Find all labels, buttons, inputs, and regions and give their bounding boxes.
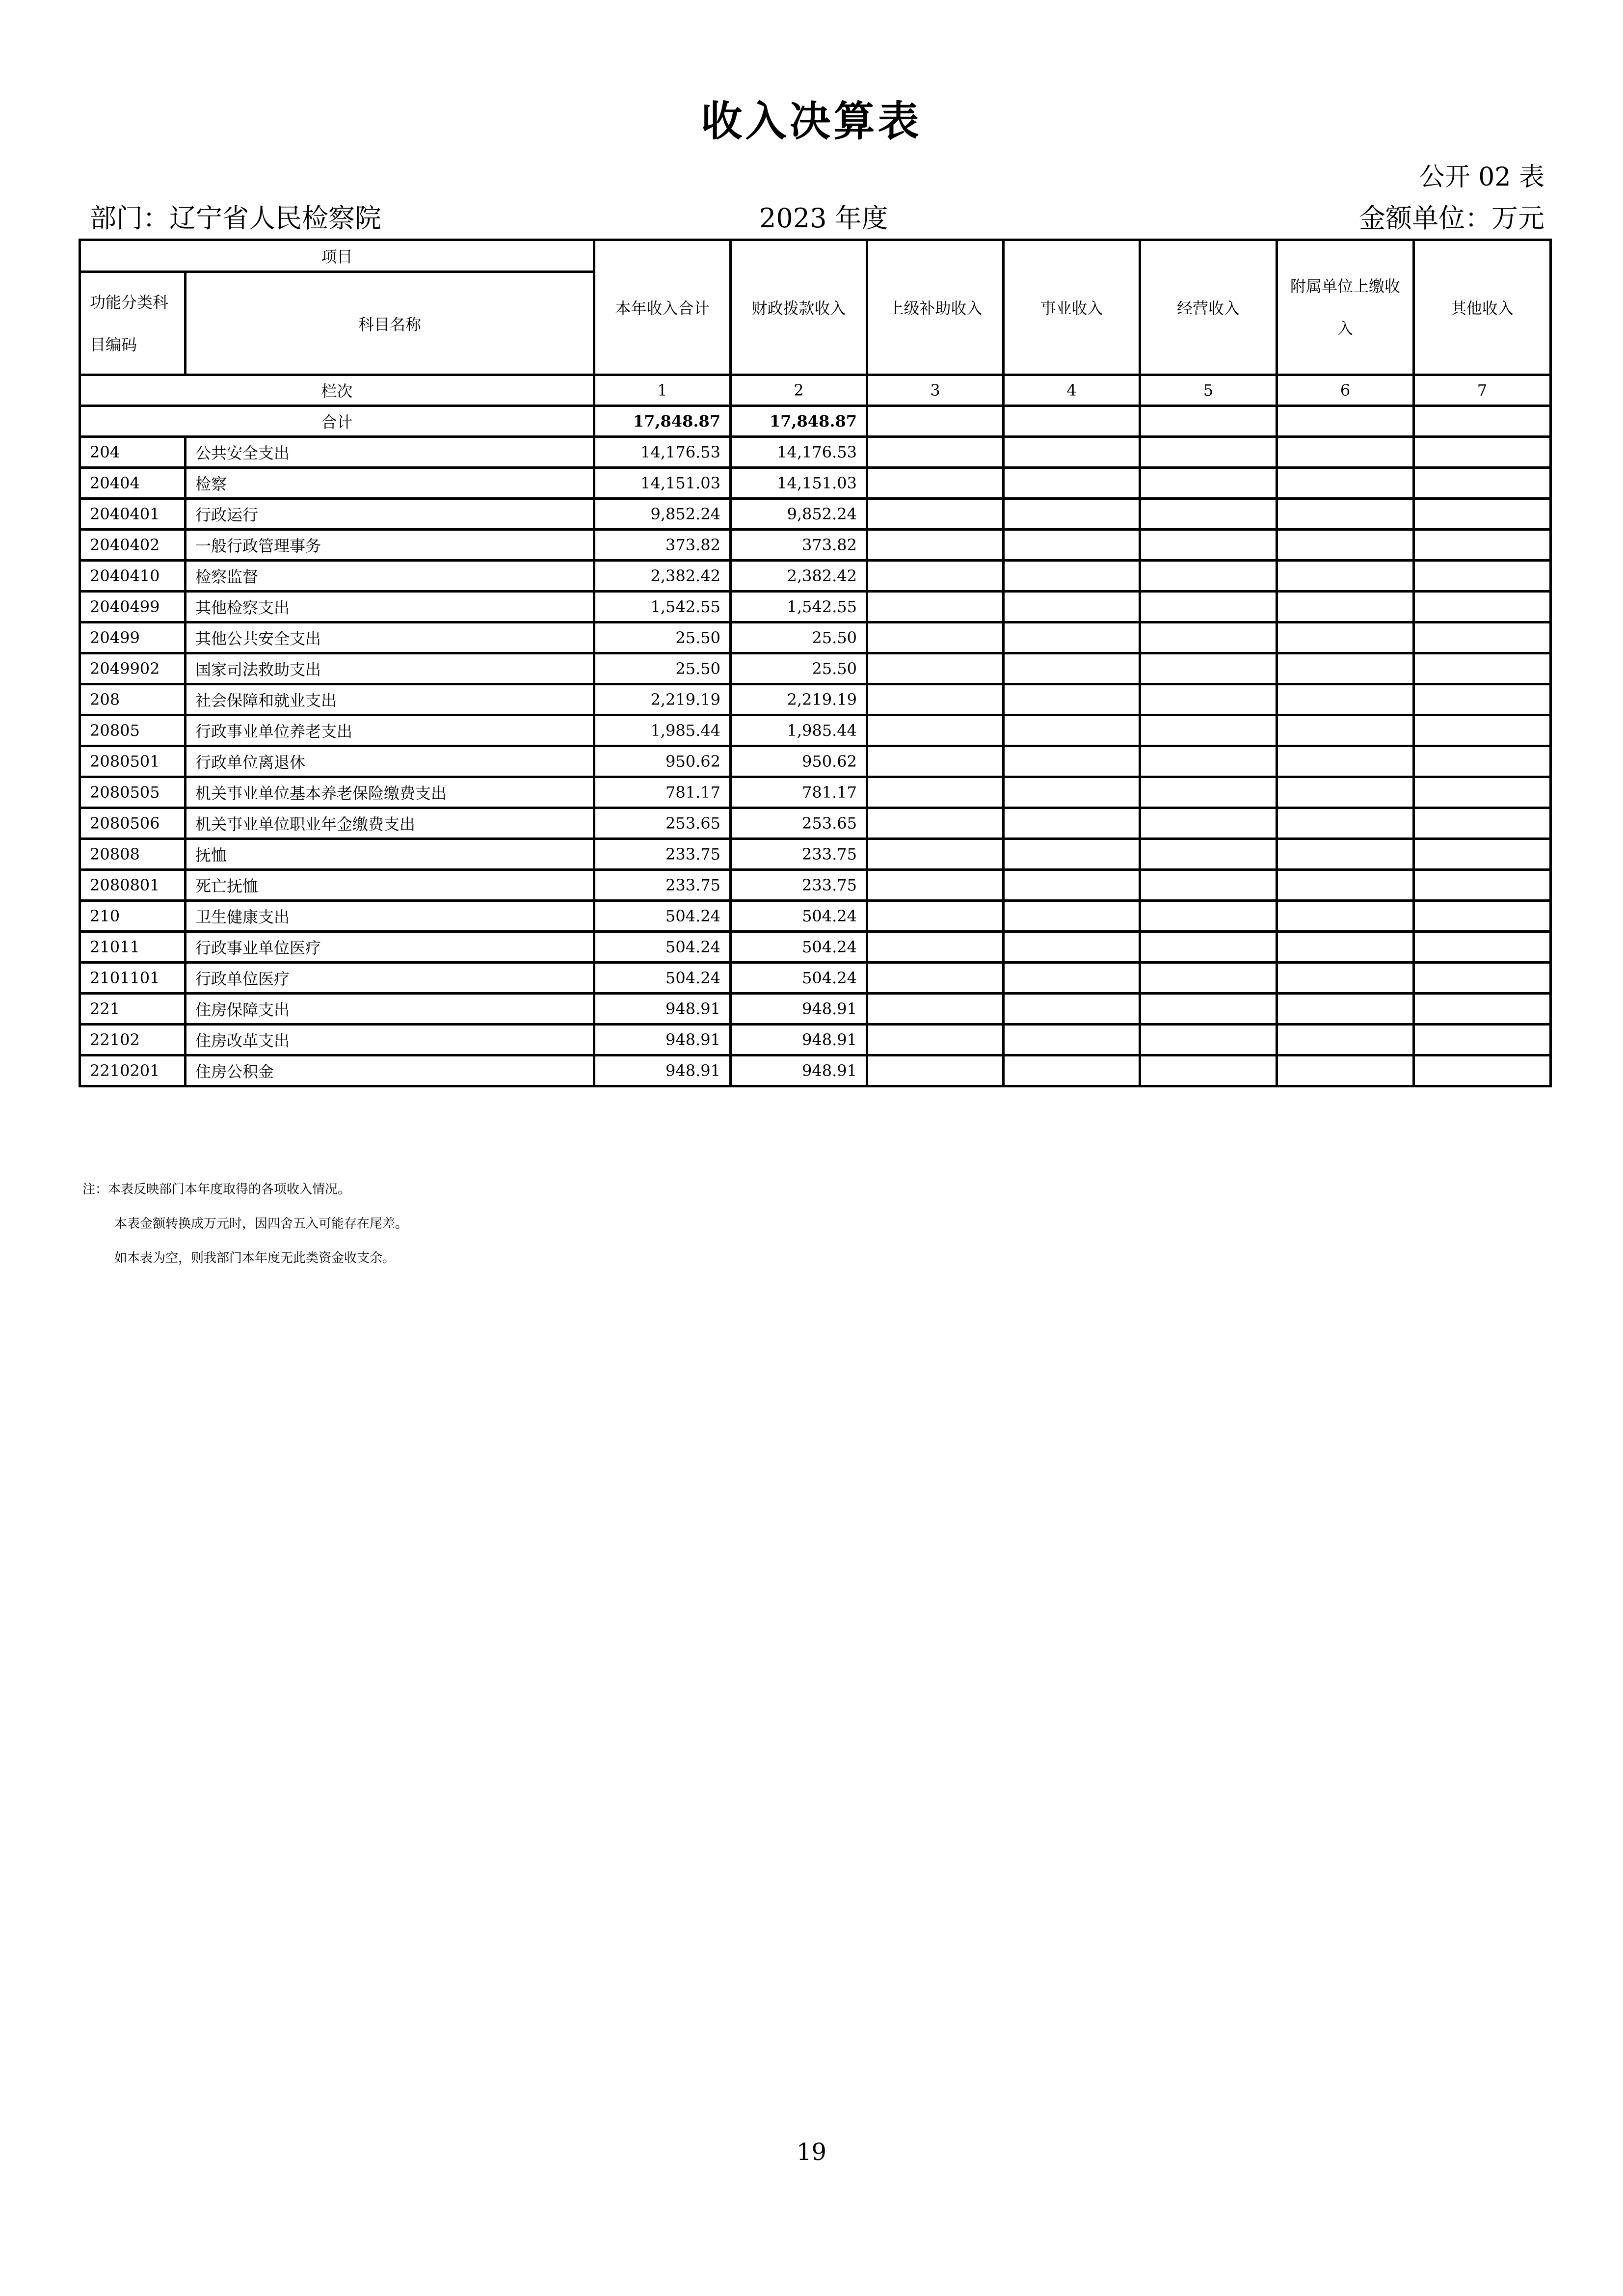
row-code: 20805 <box>80 715 186 746</box>
row-name: 住房公积金 <box>186 1055 594 1086</box>
row-value <box>1277 808 1414 839</box>
total-label: 合计 <box>80 406 594 437</box>
department-label: 部门：辽宁省人民检察院 <box>90 203 381 234</box>
table-row <box>80 901 1551 932</box>
row-value <box>1004 499 1140 530</box>
row-value: 373.82 <box>731 530 867 561</box>
total-value <box>1277 406 1414 437</box>
row-value: 9,852.24 <box>731 499 867 530</box>
row-code: 221 <box>80 994 186 1025</box>
row-name: 公共安全支出 <box>186 437 594 468</box>
table-row <box>80 499 1551 530</box>
row-value <box>867 684 1004 715</box>
column-number-label: 栏次 <box>80 375 594 406</box>
table-row <box>80 808 1551 839</box>
row-code: 2080801 <box>80 870 186 901</box>
header-col-1: 本年收入合计 <box>594 240 731 375</box>
column-number: 1 <box>594 375 731 406</box>
row-value <box>1004 839 1140 870</box>
total-value <box>1140 406 1277 437</box>
row-value <box>867 1025 1004 1055</box>
table-row <box>80 932 1551 963</box>
row-value <box>1277 1055 1414 1086</box>
row-value: 948.91 <box>731 994 867 1025</box>
row-code: 2040410 <box>80 561 186 592</box>
table-row <box>80 468 1551 499</box>
row-value <box>867 994 1004 1025</box>
row-name: 卫生健康支出 <box>186 901 594 932</box>
table-row <box>80 684 1551 715</box>
row-name: 行政事业单位养老支出 <box>186 715 594 746</box>
row-value: 948.91 <box>594 1025 731 1055</box>
row-value: 950.62 <box>594 746 731 777</box>
row-code: 2049902 <box>80 653 186 684</box>
row-code: 2080501 <box>80 746 186 777</box>
row-name: 住房保障支出 <box>186 994 594 1025</box>
row-value: 948.91 <box>731 1055 867 1086</box>
row-value <box>1140 530 1277 561</box>
row-value <box>1414 839 1551 870</box>
row-value <box>1277 653 1414 684</box>
row-code: 2080505 <box>80 777 186 808</box>
table-row <box>80 437 1551 468</box>
row-value <box>1004 684 1140 715</box>
row-value <box>1414 777 1551 808</box>
row-value: 2,219.19 <box>731 684 867 715</box>
row-value <box>867 715 1004 746</box>
table-row <box>80 777 1551 808</box>
row-name: 死亡抚恤 <box>186 870 594 901</box>
row-value: 1,985.44 <box>731 715 867 746</box>
row-value <box>1140 468 1277 499</box>
total-value <box>1004 406 1140 437</box>
row-value <box>1140 653 1277 684</box>
row-value: 1,542.55 <box>594 592 731 622</box>
row-value <box>1414 715 1551 746</box>
row-value: 233.75 <box>594 839 731 870</box>
row-value <box>1140 1025 1277 1055</box>
table-row <box>80 1025 1551 1055</box>
row-value: 253.65 <box>594 808 731 839</box>
row-name: 住房改革支出 <box>186 1025 594 1055</box>
row-value <box>1277 870 1414 901</box>
table-row <box>80 994 1551 1025</box>
row-value <box>867 530 1004 561</box>
row-name: 其他公共安全支出 <box>186 622 594 653</box>
row-value <box>1140 746 1277 777</box>
row-value: 950.62 <box>731 746 867 777</box>
row-value: 233.75 <box>731 839 867 870</box>
row-value: 948.91 <box>731 1025 867 1055</box>
header-name: 科目名称 <box>186 272 594 375</box>
row-value <box>867 839 1004 870</box>
row-value <box>1277 437 1414 468</box>
row-value: 2,382.42 <box>594 561 731 592</box>
row-value <box>1277 932 1414 963</box>
row-code: 210 <box>80 901 186 932</box>
note-line: 如本表为空，则我部门本年度无此类资金收支余。 <box>114 1251 396 1266</box>
note-line: 注：本表反映部门本年度取得的各项收入情况。 <box>82 1182 351 1197</box>
meta-line <box>90 197 1544 232</box>
column-number: 4 <box>1004 375 1140 406</box>
row-value: 233.75 <box>594 870 731 901</box>
row-value <box>1277 592 1414 622</box>
table-row <box>80 561 1551 592</box>
row-value <box>1414 932 1551 963</box>
row-value <box>1004 468 1140 499</box>
row-value: 25.50 <box>731 622 867 653</box>
row-value <box>1140 1055 1277 1086</box>
row-code: 20808 <box>80 839 186 870</box>
row-value: 14,176.53 <box>731 437 867 468</box>
row-code: 208 <box>80 684 186 715</box>
row-value: 504.24 <box>594 901 731 932</box>
row-code: 2040499 <box>80 592 186 622</box>
row-value <box>1004 437 1140 468</box>
row-name: 行政单位医疗 <box>186 963 594 994</box>
row-value <box>1004 622 1140 653</box>
row-code: 20499 <box>80 622 186 653</box>
row-value: 504.24 <box>731 901 867 932</box>
total-value: 17,848.87 <box>594 406 731 437</box>
row-code: 22102 <box>80 1025 186 1055</box>
row-value <box>1004 1025 1140 1055</box>
row-value <box>1277 468 1414 499</box>
row-value <box>867 592 1004 622</box>
row-name: 社会保障和就业支出 <box>186 684 594 715</box>
row-value <box>1140 622 1277 653</box>
row-value: 253.65 <box>731 808 867 839</box>
income-table <box>79 239 1552 1087</box>
row-value <box>1004 653 1140 684</box>
row-value: 504.24 <box>731 963 867 994</box>
row-value <box>1004 561 1140 592</box>
row-value: 2,382.42 <box>731 561 867 592</box>
row-value <box>867 468 1004 499</box>
row-value <box>867 653 1004 684</box>
table-row <box>80 1055 1551 1086</box>
row-value <box>1004 901 1140 932</box>
row-value <box>1277 839 1414 870</box>
header-row-project <box>80 240 1551 272</box>
row-value <box>1140 777 1277 808</box>
table-row <box>80 530 1551 561</box>
notes <box>82 1172 408 1275</box>
row-value <box>1004 932 1140 963</box>
header-col-2: 财政拨款收入 <box>731 240 867 375</box>
row-name: 检察 <box>186 468 594 499</box>
row-name: 机关事业单位职业年金缴费支出 <box>186 808 594 839</box>
row-value <box>1414 870 1551 901</box>
total-row <box>80 406 1551 437</box>
header-col-7: 其他收入 <box>1414 240 1551 375</box>
row-name: 检察监督 <box>186 561 594 592</box>
row-value: 14,151.03 <box>594 468 731 499</box>
row-name: 行政事业单位医疗 <box>186 932 594 963</box>
table-row <box>80 622 1551 653</box>
row-code: 2101101 <box>80 963 186 994</box>
row-value <box>1414 994 1551 1025</box>
row-code: 21011 <box>80 932 186 963</box>
row-code: 2210201 <box>80 1055 186 1086</box>
column-number: 2 <box>731 375 867 406</box>
row-code: 204 <box>80 437 186 468</box>
row-value <box>867 963 1004 994</box>
row-value <box>1140 499 1277 530</box>
row-value <box>1140 994 1277 1025</box>
row-value <box>867 1055 1004 1086</box>
row-value <box>1414 963 1551 994</box>
row-value <box>867 499 1004 530</box>
row-value <box>1277 1025 1414 1055</box>
table-row <box>80 592 1551 622</box>
row-value <box>1414 808 1551 839</box>
row-value: 1,985.44 <box>594 715 731 746</box>
row-value <box>1414 901 1551 932</box>
header-code: 功能分类科目编码 <box>80 272 186 375</box>
row-value <box>1140 561 1277 592</box>
row-value <box>1140 437 1277 468</box>
row-value <box>1414 499 1551 530</box>
row-name: 抚恤 <box>186 839 594 870</box>
header-col-4: 事业收入 <box>1004 240 1140 375</box>
column-number: 5 <box>1140 375 1277 406</box>
row-value: 504.24 <box>594 932 731 963</box>
row-value <box>867 932 1004 963</box>
header-project: 项目 <box>80 240 594 272</box>
row-value <box>1140 715 1277 746</box>
row-value: 1,542.55 <box>731 592 867 622</box>
row-name: 行政运行 <box>186 499 594 530</box>
row-value: 25.50 <box>594 653 731 684</box>
row-value <box>1004 530 1140 561</box>
row-value <box>1004 592 1140 622</box>
row-value <box>1414 437 1551 468</box>
row-value <box>1277 622 1414 653</box>
table-row <box>80 963 1551 994</box>
row-value <box>1277 901 1414 932</box>
table-row <box>80 839 1551 870</box>
row-value <box>1414 622 1551 653</box>
row-value <box>1277 994 1414 1025</box>
row-value <box>1004 777 1140 808</box>
table-row <box>80 746 1551 777</box>
row-name: 其他检察支出 <box>186 592 594 622</box>
page-title: 收入决算表 <box>701 97 922 145</box>
row-value <box>1277 746 1414 777</box>
total-value <box>867 406 1004 437</box>
row-value <box>867 437 1004 468</box>
row-value <box>1140 592 1277 622</box>
row-value <box>1414 746 1551 777</box>
row-value <box>1277 715 1414 746</box>
row-value <box>867 808 1004 839</box>
total-value: 17,848.87 <box>731 406 867 437</box>
row-value <box>1140 963 1277 994</box>
column-number: 3 <box>867 375 1004 406</box>
row-value <box>1414 1055 1551 1086</box>
row-value <box>1140 808 1277 839</box>
row-value <box>1414 653 1551 684</box>
row-value <box>867 901 1004 932</box>
row-value <box>1414 468 1551 499</box>
header-col-6: 附属单位上缴收入 <box>1277 240 1414 375</box>
row-value <box>1140 839 1277 870</box>
row-name: 国家司法救助支出 <box>186 653 594 684</box>
table-row <box>80 715 1551 746</box>
row-value: 373.82 <box>594 530 731 561</box>
row-value: 25.50 <box>594 622 731 653</box>
column-number: 7 <box>1414 375 1551 406</box>
row-value <box>1140 901 1277 932</box>
row-value <box>867 746 1004 777</box>
row-value <box>1277 684 1414 715</box>
row-code: 2040401 <box>80 499 186 530</box>
row-value: 2,219.19 <box>594 684 731 715</box>
column-number-row <box>80 375 1551 406</box>
row-value: 14,176.53 <box>594 437 731 468</box>
row-value <box>1004 870 1140 901</box>
header-col-3: 上级补助收入 <box>867 240 1004 375</box>
row-code: 2040402 <box>80 530 186 561</box>
row-value: 781.17 <box>594 777 731 808</box>
row-value <box>867 561 1004 592</box>
row-value <box>1004 746 1140 777</box>
note-line: 本表金额转换成万元时，因四舍五入可能存在尾差。 <box>114 1216 408 1231</box>
table-row <box>80 653 1551 684</box>
row-code: 2080506 <box>80 808 186 839</box>
table-row <box>80 870 1551 901</box>
row-value <box>1004 963 1140 994</box>
form-number: 公开 02 表 <box>1419 162 1544 192</box>
row-name: 机关事业单位基本养老保险缴费支出 <box>186 777 594 808</box>
row-value <box>1004 808 1140 839</box>
column-number: 6 <box>1277 375 1414 406</box>
row-value <box>867 777 1004 808</box>
row-value: 504.24 <box>731 932 867 963</box>
row-value: 14,151.03 <box>731 468 867 499</box>
row-name: 行政单位离退休 <box>186 746 594 777</box>
row-value <box>1414 561 1551 592</box>
row-value <box>867 870 1004 901</box>
row-value <box>1140 684 1277 715</box>
row-value: 781.17 <box>731 777 867 808</box>
row-value: 9,852.24 <box>594 499 731 530</box>
row-value: 948.91 <box>594 1055 731 1086</box>
row-value <box>1277 777 1414 808</box>
row-value <box>867 622 1004 653</box>
amount-unit: 金额单位：万元 <box>1359 203 1544 234</box>
row-value: 504.24 <box>594 963 731 994</box>
row-value <box>1414 592 1551 622</box>
row-value <box>1004 994 1140 1025</box>
total-value <box>1414 406 1551 437</box>
fiscal-year: 2023 年度 <box>759 203 888 234</box>
row-value <box>1277 561 1414 592</box>
row-value <box>1004 715 1140 746</box>
row-value <box>1004 1055 1140 1086</box>
row-value: 233.75 <box>731 870 867 901</box>
row-name: 一般行政管理事务 <box>186 530 594 561</box>
row-value <box>1414 1025 1551 1055</box>
page-number: 19 <box>796 2138 827 2166</box>
row-value: 948.91 <box>594 994 731 1025</box>
row-value <box>1140 870 1277 901</box>
row-value <box>1414 684 1551 715</box>
row-code: 20404 <box>80 468 186 499</box>
row-value: 25.50 <box>731 653 867 684</box>
row-value <box>1414 530 1551 561</box>
header-col-5: 经营收入 <box>1140 240 1277 375</box>
row-value <box>1277 499 1414 530</box>
row-value <box>1277 530 1414 561</box>
row-value <box>1277 963 1414 994</box>
row-value <box>1140 932 1277 963</box>
